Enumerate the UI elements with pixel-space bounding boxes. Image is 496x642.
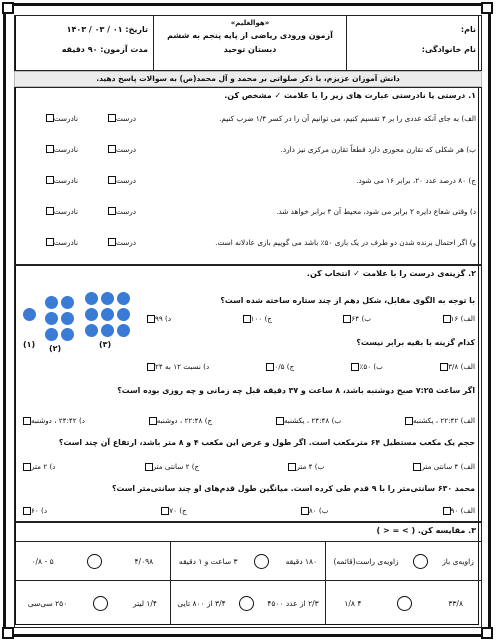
mc-option[interactable]	[145, 362, 209, 371]
comparison-cell	[15, 581, 170, 625]
mc-option[interactable]	[299, 506, 329, 515]
mc-option-label: ب) ۶۴	[351, 314, 372, 323]
false-option[interactable]	[20, 145, 78, 154]
tf-statement: الف) به جای آنکه عددی را بر ۴ تقسیم کنیم، می توانیم آن را در کسر ۱/۴ ضرب کنیم.	[219, 113, 476, 123]
mc-option[interactable]	[241, 314, 272, 323]
mc-option-label: ب) ۸۰	[308, 506, 329, 515]
false-label: نادرست	[53, 113, 78, 123]
checkbox-icon[interactable]	[46, 238, 54, 246]
checkbox-icon[interactable]	[108, 207, 116, 215]
multiple-choice-section	[14, 265, 482, 522]
pattern-dot	[85, 308, 98, 321]
pattern-dot	[101, 324, 114, 337]
mc-option-label: ب) ۴ متر	[296, 462, 325, 471]
mc-option-label: الف) ۳/۸	[448, 362, 475, 371]
checkbox-icon[interactable]	[23, 507, 31, 515]
mc-question: اگر ساعت ۷:۲۵ صبح دوشنبه باشد، ۸ ساعت و ۳۷ دقیقه قبل چه زمانی و چه روزی بوده است؟	[117, 386, 475, 395]
intro-text: دانش آموزان عزیزم، با ذکر صلواتی بر محمد و آل محمد(ص) به سوالات پاسخ دهید.	[14, 71, 482, 87]
checkbox-icon[interactable]	[413, 463, 421, 471]
true-label: درست	[115, 237, 136, 247]
exam-date: تاریخ: ۰۱ / ۰۳ / ۱۴۰۳	[66, 24, 148, 34]
pattern-dot	[117, 308, 130, 321]
compare-circle[interactable]	[93, 596, 108, 611]
pattern-dot	[61, 328, 74, 341]
checkbox-icon[interactable]	[46, 114, 54, 122]
mc-question: محمد ۶۳۰ سانتی‌متر را با ۹ قدم طی کرده است. میانگین طول قدم‌های او چند سانتی‌متر است؟	[111, 484, 475, 493]
school-name: دبستان توحید	[223, 45, 277, 54]
compare-circle[interactable]	[413, 554, 428, 569]
motto: «هوالعلیم»	[230, 19, 270, 27]
mc-option[interactable]	[21, 416, 85, 425]
mc-option-label: ج) ۲ سانتی متر	[152, 462, 200, 471]
corner-ornament	[2, 627, 14, 639]
true-label: درست	[115, 144, 136, 154]
mc-option[interactable]	[143, 462, 200, 471]
compare-left: زاویه‌ی باز	[442, 556, 474, 566]
mc-options	[145, 314, 475, 323]
pattern-dot	[101, 292, 114, 305]
mc-options	[145, 362, 475, 371]
checkbox-icon[interactable]	[343, 315, 351, 323]
false-label: نادرست	[53, 237, 78, 247]
mc-option-label: ج) ۷۰	[169, 506, 187, 515]
mc-option-label: الف) ۴ سانتی متر	[421, 462, 475, 471]
checkbox-icon[interactable]	[23, 463, 31, 471]
checkbox-icon[interactable]	[161, 507, 169, 515]
checkbox-icon[interactable]	[108, 114, 116, 122]
comparison-cell	[170, 581, 326, 625]
mc-option-label: الف) ۲۲:۴۲ ، یکشنبه	[412, 416, 475, 425]
corner-ornament	[481, 2, 493, 14]
checkbox-icon[interactable]	[405, 417, 413, 425]
mc-option[interactable]	[264, 362, 294, 371]
mc-option[interactable]	[411, 462, 475, 471]
checkbox-icon[interactable]	[288, 463, 296, 471]
checkbox-icon[interactable]	[145, 463, 153, 471]
comparison-cell	[325, 542, 481, 580]
mc-option-label: ب) ۵۰٪	[359, 362, 383, 371]
pattern-dot	[45, 312, 58, 325]
pattern-dot	[45, 328, 58, 341]
checkbox-icon[interactable]	[46, 207, 54, 215]
checkbox-icon[interactable]	[108, 176, 116, 184]
compare-right: ۲۵۰ سی‌سی	[27, 598, 68, 608]
pattern-dot	[23, 308, 36, 321]
compare-right: ۴ ۱/۸	[344, 598, 362, 608]
checkbox-icon[interactable]	[149, 417, 157, 425]
checkbox-icon[interactable]	[266, 363, 274, 371]
corner-ornament	[2, 2, 14, 14]
true-false-section	[14, 87, 482, 265]
compare-right: ۵ - ۰/۸	[31, 556, 54, 566]
family-label: نام خانوادگی:	[421, 44, 476, 54]
mc-option-label: الف) ۱۶	[450, 314, 475, 323]
tf-item	[20, 172, 476, 188]
checkbox-icon[interactable]	[443, 315, 451, 323]
checkbox-icon[interactable]	[276, 417, 284, 425]
checkbox-icon[interactable]	[351, 363, 359, 371]
exam-page	[14, 15, 482, 626]
compare-left: ۱۸۰ دقیقه	[285, 556, 318, 566]
corner-ornament	[481, 627, 493, 639]
tf-statement: د) وقتی شعاع دایره ۲ برابر می شود، محیط آن ۴ برابر خواهد شد.	[276, 206, 476, 216]
mc-option-label: ب) ۲۴:۴۸ ، یکشنبه	[283, 416, 342, 425]
true-option[interactable]	[78, 238, 136, 247]
name-label: نام:	[460, 24, 476, 34]
tf-item	[20, 234, 476, 250]
mc-option-label: ج) ۱۰۰	[250, 314, 272, 323]
exam-meta	[15, 16, 153, 70]
checkbox-icon[interactable]	[243, 315, 251, 323]
checkbox-icon[interactable]	[147, 315, 155, 323]
false-label: نادرست	[53, 206, 78, 216]
tf-item	[20, 141, 476, 157]
mc-option[interactable]	[349, 362, 382, 371]
compare-left: ۴/۰۹۸	[134, 556, 154, 566]
comparison-row-2	[15, 581, 481, 625]
true-label: درست	[115, 113, 136, 123]
section1-title: ۱. درستی یا نادرستی عبارت های زیر را با علامت ✓ مشخص کن.	[224, 91, 476, 100]
compare-circle[interactable]	[87, 554, 102, 569]
compare-right: ۳ ساعت و ۱ دقیقه	[178, 556, 238, 566]
pattern-dot	[101, 308, 114, 321]
mc-options	[21, 506, 475, 515]
pattern-dot	[85, 324, 98, 337]
tf-item	[20, 203, 476, 219]
checkbox-icon[interactable]	[443, 507, 451, 515]
true-option[interactable]	[78, 176, 136, 185]
mc-options	[21, 416, 475, 425]
compare-circle[interactable]	[239, 596, 254, 611]
mc-option-label: الف) ۹۰	[450, 506, 475, 515]
mc-option[interactable]	[441, 314, 475, 323]
checkbox-icon[interactable]	[108, 145, 116, 153]
mc-option[interactable]	[341, 314, 371, 323]
mc-option[interactable]	[21, 506, 47, 515]
mc-question: کدام گزینه با بقیه برابر نیست؟	[356, 338, 475, 347]
compare-left: ۱/۴ لیتر	[133, 598, 157, 608]
mc-option-label: د) ۲۴:۴۲ ، دوشنبه	[31, 416, 85, 425]
compare-left: ۲/۳ از عدد ۴۵۰۰	[267, 598, 319, 608]
mc-options	[21, 462, 475, 471]
mc-option[interactable]	[147, 416, 212, 425]
false-option[interactable]	[20, 176, 78, 185]
student-info	[346, 16, 481, 70]
tf-statement: ج) ۸۰ درصد عدد ۲۰، برابر ۱۶ می شود.	[356, 175, 476, 185]
mc-option[interactable]	[145, 314, 171, 323]
comparison-cell	[325, 581, 481, 625]
exam-header	[14, 15, 482, 71]
shape-label-2: (۲)	[49, 344, 62, 353]
checkbox-icon[interactable]	[46, 176, 54, 184]
checkbox-icon[interactable]	[46, 145, 54, 153]
true-label: درست	[115, 175, 136, 185]
false-option[interactable]	[20, 238, 78, 247]
exam-title: آزمون ورودی ریاضی از پایه پنجم به ششم	[167, 31, 333, 40]
tf-item	[20, 110, 476, 126]
checkbox-icon[interactable]	[147, 363, 155, 371]
exam-duration: مدت آزمون: ۹۰ دقیقه	[61, 44, 148, 54]
mc-option-label: ج) ۲۲:۴۸ ، دوشنبه	[156, 416, 213, 425]
compare-circle[interactable]	[397, 596, 412, 611]
mc-option[interactable]	[403, 416, 475, 425]
mc-option-label: د) نسبت ۱۲ به ۲۴	[155, 362, 210, 371]
compare-circle[interactable]	[254, 554, 269, 569]
checkbox-icon[interactable]	[440, 363, 448, 371]
true-label: درست	[115, 206, 136, 216]
mc-option[interactable]	[159, 506, 186, 515]
mc-option[interactable]	[441, 506, 475, 515]
false-label: نادرست	[53, 175, 78, 185]
checkbox-icon[interactable]	[108, 238, 116, 246]
tf-statement: و) اگر احتمال برنده شدن دو طرف در یک بازی ۵۰٪ باشد می گوییم بازی عادلانه است.	[215, 237, 476, 247]
shape-label-1: (۱)	[23, 340, 36, 349]
pattern-dot	[45, 296, 58, 309]
tf-statement: ب) هر شکلی که تقارن محوری دارد قطعاً تقارن مرکزی نیز دارد.	[280, 144, 476, 154]
pattern-dot	[61, 296, 74, 309]
shape-label-3: (۳)	[99, 340, 112, 349]
compare-right: زاویه‌ی راست(قائمه)	[333, 556, 399, 566]
section2-title: ۲. گزینه‌ی درست را با علامت ✓ انتخاب کن.	[306, 269, 476, 278]
checkbox-icon[interactable]	[301, 507, 309, 515]
pattern-dot	[117, 292, 130, 305]
true-option[interactable]	[78, 207, 136, 216]
mc-option[interactable]	[286, 462, 324, 471]
comparison-section	[14, 522, 482, 628]
mc-option[interactable]	[21, 462, 55, 471]
false-option[interactable]	[20, 114, 78, 123]
mc-option-label: د) ۶۰	[31, 506, 48, 515]
mc-option-label: د) ۹۹	[155, 314, 172, 323]
checkbox-icon[interactable]	[23, 417, 31, 425]
false-label: نادرست	[53, 144, 78, 154]
comparison-cell	[170, 542, 326, 580]
mc-option-label: ج) ۰/۵	[274, 362, 295, 371]
pattern-dot	[85, 292, 98, 305]
exam-title-block	[153, 16, 346, 70]
pattern-dot	[61, 312, 74, 325]
mc-option[interactable]	[274, 416, 341, 425]
mc-option[interactable]	[438, 362, 475, 371]
compare-left: ۳۳/۸	[448, 598, 463, 608]
section3-title: ۳. مقایسه کن. ( > = < )	[376, 526, 476, 535]
comparison-cell	[15, 542, 170, 580]
false-option[interactable]	[20, 207, 78, 216]
comparison-row-1	[15, 541, 481, 581]
star-pattern-figure	[23, 292, 133, 354]
compare-right: ۳/۴ از ۸۰۰ تایی	[177, 598, 226, 608]
mc-option-label: د) ۲ متر	[31, 462, 56, 471]
true-option[interactable]	[78, 114, 136, 123]
mc-question: با توجه به الگوی مقابل، شکل دهم از چند ستاره ساخته شده است؟	[220, 296, 475, 305]
true-option[interactable]	[78, 145, 136, 154]
mc-question: حجم یک مکعب مستطیل ۶۴ مترمکعب است. اگر طول و عرض این مکعب ۴ و ۸ متر باشد، ارتفاع آن چند است؟	[58, 438, 475, 447]
pattern-dot	[117, 324, 130, 337]
